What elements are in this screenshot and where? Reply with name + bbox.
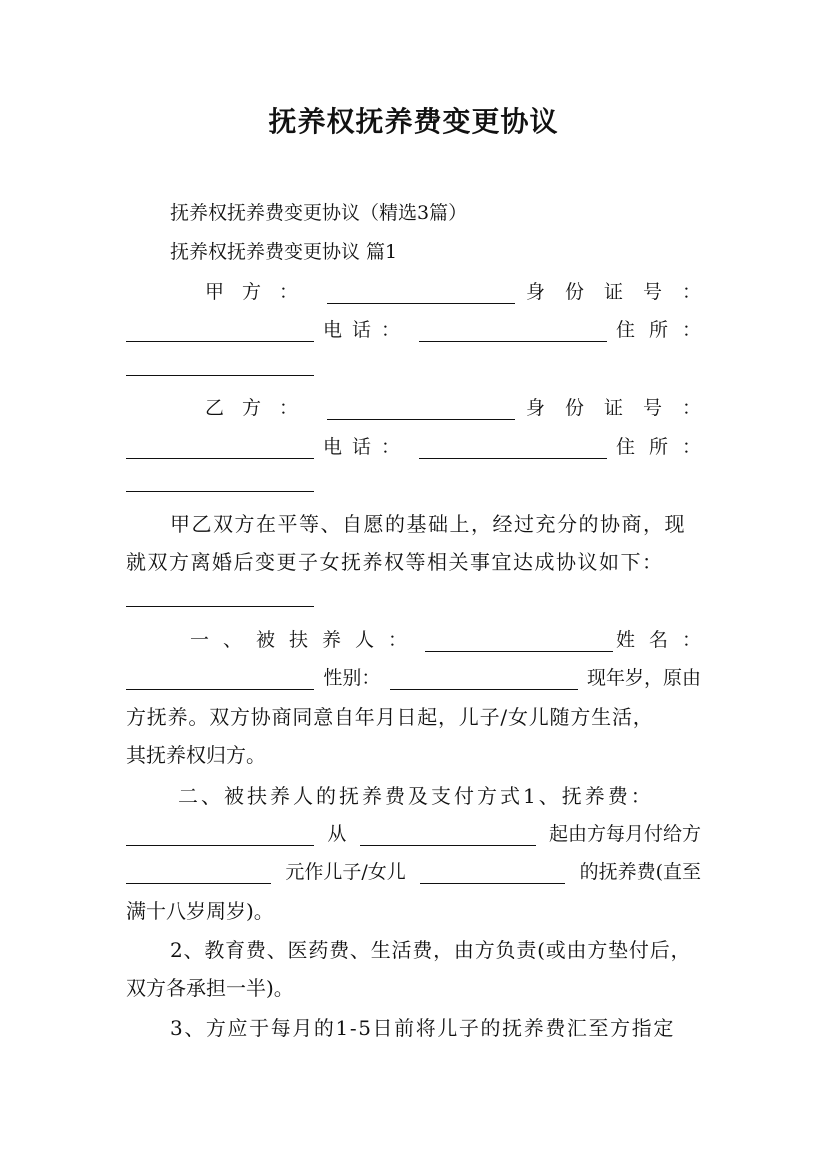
section2-from-blank	[360, 827, 536, 846]
intro-blank	[126, 588, 314, 607]
section1-dependent-blank	[425, 633, 613, 652]
section2-date-blank	[126, 827, 314, 846]
party-b-label: 乙方：	[205, 397, 317, 419]
party-b-address-blank	[126, 473, 314, 492]
section1-line-1	[190, 628, 715, 652]
section2-amount-blank	[126, 865, 271, 884]
party-a-line-2	[126, 318, 715, 342]
section2-line-4: 满十八岁周岁)。	[126, 899, 274, 923]
item2-line-2: 双方各承担一半)。	[126, 976, 294, 1000]
section1-age-text: 现年岁，原由	[586, 667, 701, 689]
party-a-line-3	[126, 357, 314, 376]
party-b-phone-label: 电话：	[322, 436, 410, 458]
section1-line-2	[126, 666, 701, 690]
party-a-label: 甲方：	[205, 281, 317, 303]
section1-gender-blank	[390, 671, 578, 690]
party-b-id-blank	[126, 440, 314, 459]
party-a-name-blank	[327, 285, 515, 304]
party-b-phone-blank	[419, 440, 607, 459]
section2-yuan-text: 元作儿子/女儿	[285, 861, 406, 883]
document-title: 抚养权抚养费变更协议	[268, 105, 559, 138]
party-a-address-label: 住所：	[615, 319, 715, 341]
article-heading: 抚养权抚养费变更协议 篇1	[170, 241, 398, 263]
party-b-line-2	[126, 435, 715, 459]
party-b-id-label: 身份证号：	[525, 397, 721, 419]
section2-line-2	[126, 822, 701, 846]
party-a-id-blank	[126, 323, 314, 342]
section1-name-blank	[126, 671, 314, 690]
section2-child-blank	[420, 865, 565, 884]
party-a-phone-blank	[419, 323, 607, 342]
subtitle: 抚养权抚养费变更协议（精选3篇）	[170, 202, 468, 224]
party-a-id-label: 身份证号：	[525, 281, 721, 303]
intro-line-3	[126, 588, 314, 607]
party-a-phone-label: 电话：	[322, 319, 410, 341]
section2-line-3	[126, 860, 701, 884]
party-b-line-3	[126, 473, 314, 492]
section1-line-3: 方抚养。双方协商同意自年月日起，儿子/女儿随方生活，	[126, 705, 654, 729]
item3-line-1: 3、方应于每月的1-5日前将儿子的抚养费汇至方指定	[170, 1016, 675, 1040]
section1-name-label: 姓名：	[615, 629, 715, 651]
party-b-name-blank	[327, 401, 515, 420]
party-a-address-blank	[126, 357, 314, 376]
intro-line-1: 甲乙双方在平等、自愿的基础上，经过充分的协商，现	[170, 512, 686, 536]
section1-gender-label: 性别：	[323, 667, 381, 689]
section2-fee-text: 的抚养费(直至	[579, 861, 701, 883]
section2-start-text: 起由方每月付给方	[548, 823, 701, 845]
section2-line-1: 二、被扶养人的抚养费及支付方式1、抚养费：	[178, 784, 654, 808]
party-b-address-label: 住所：	[615, 436, 715, 458]
intro-line-2: 就双方离婚后变更子女抚养权等相关事宜达成协议如下：	[126, 550, 664, 574]
section1-label: 一、被扶养人：	[190, 629, 422, 651]
party-b-line-1	[205, 396, 721, 420]
section1-line-4: 其抚养权归方。	[126, 743, 266, 767]
section2-from-text: 从	[327, 823, 347, 845]
item2-line-1: 2、教育费、医药费、生活费，由方负责(或由方垫付后，	[170, 938, 692, 962]
party-a-line-1	[205, 280, 721, 304]
